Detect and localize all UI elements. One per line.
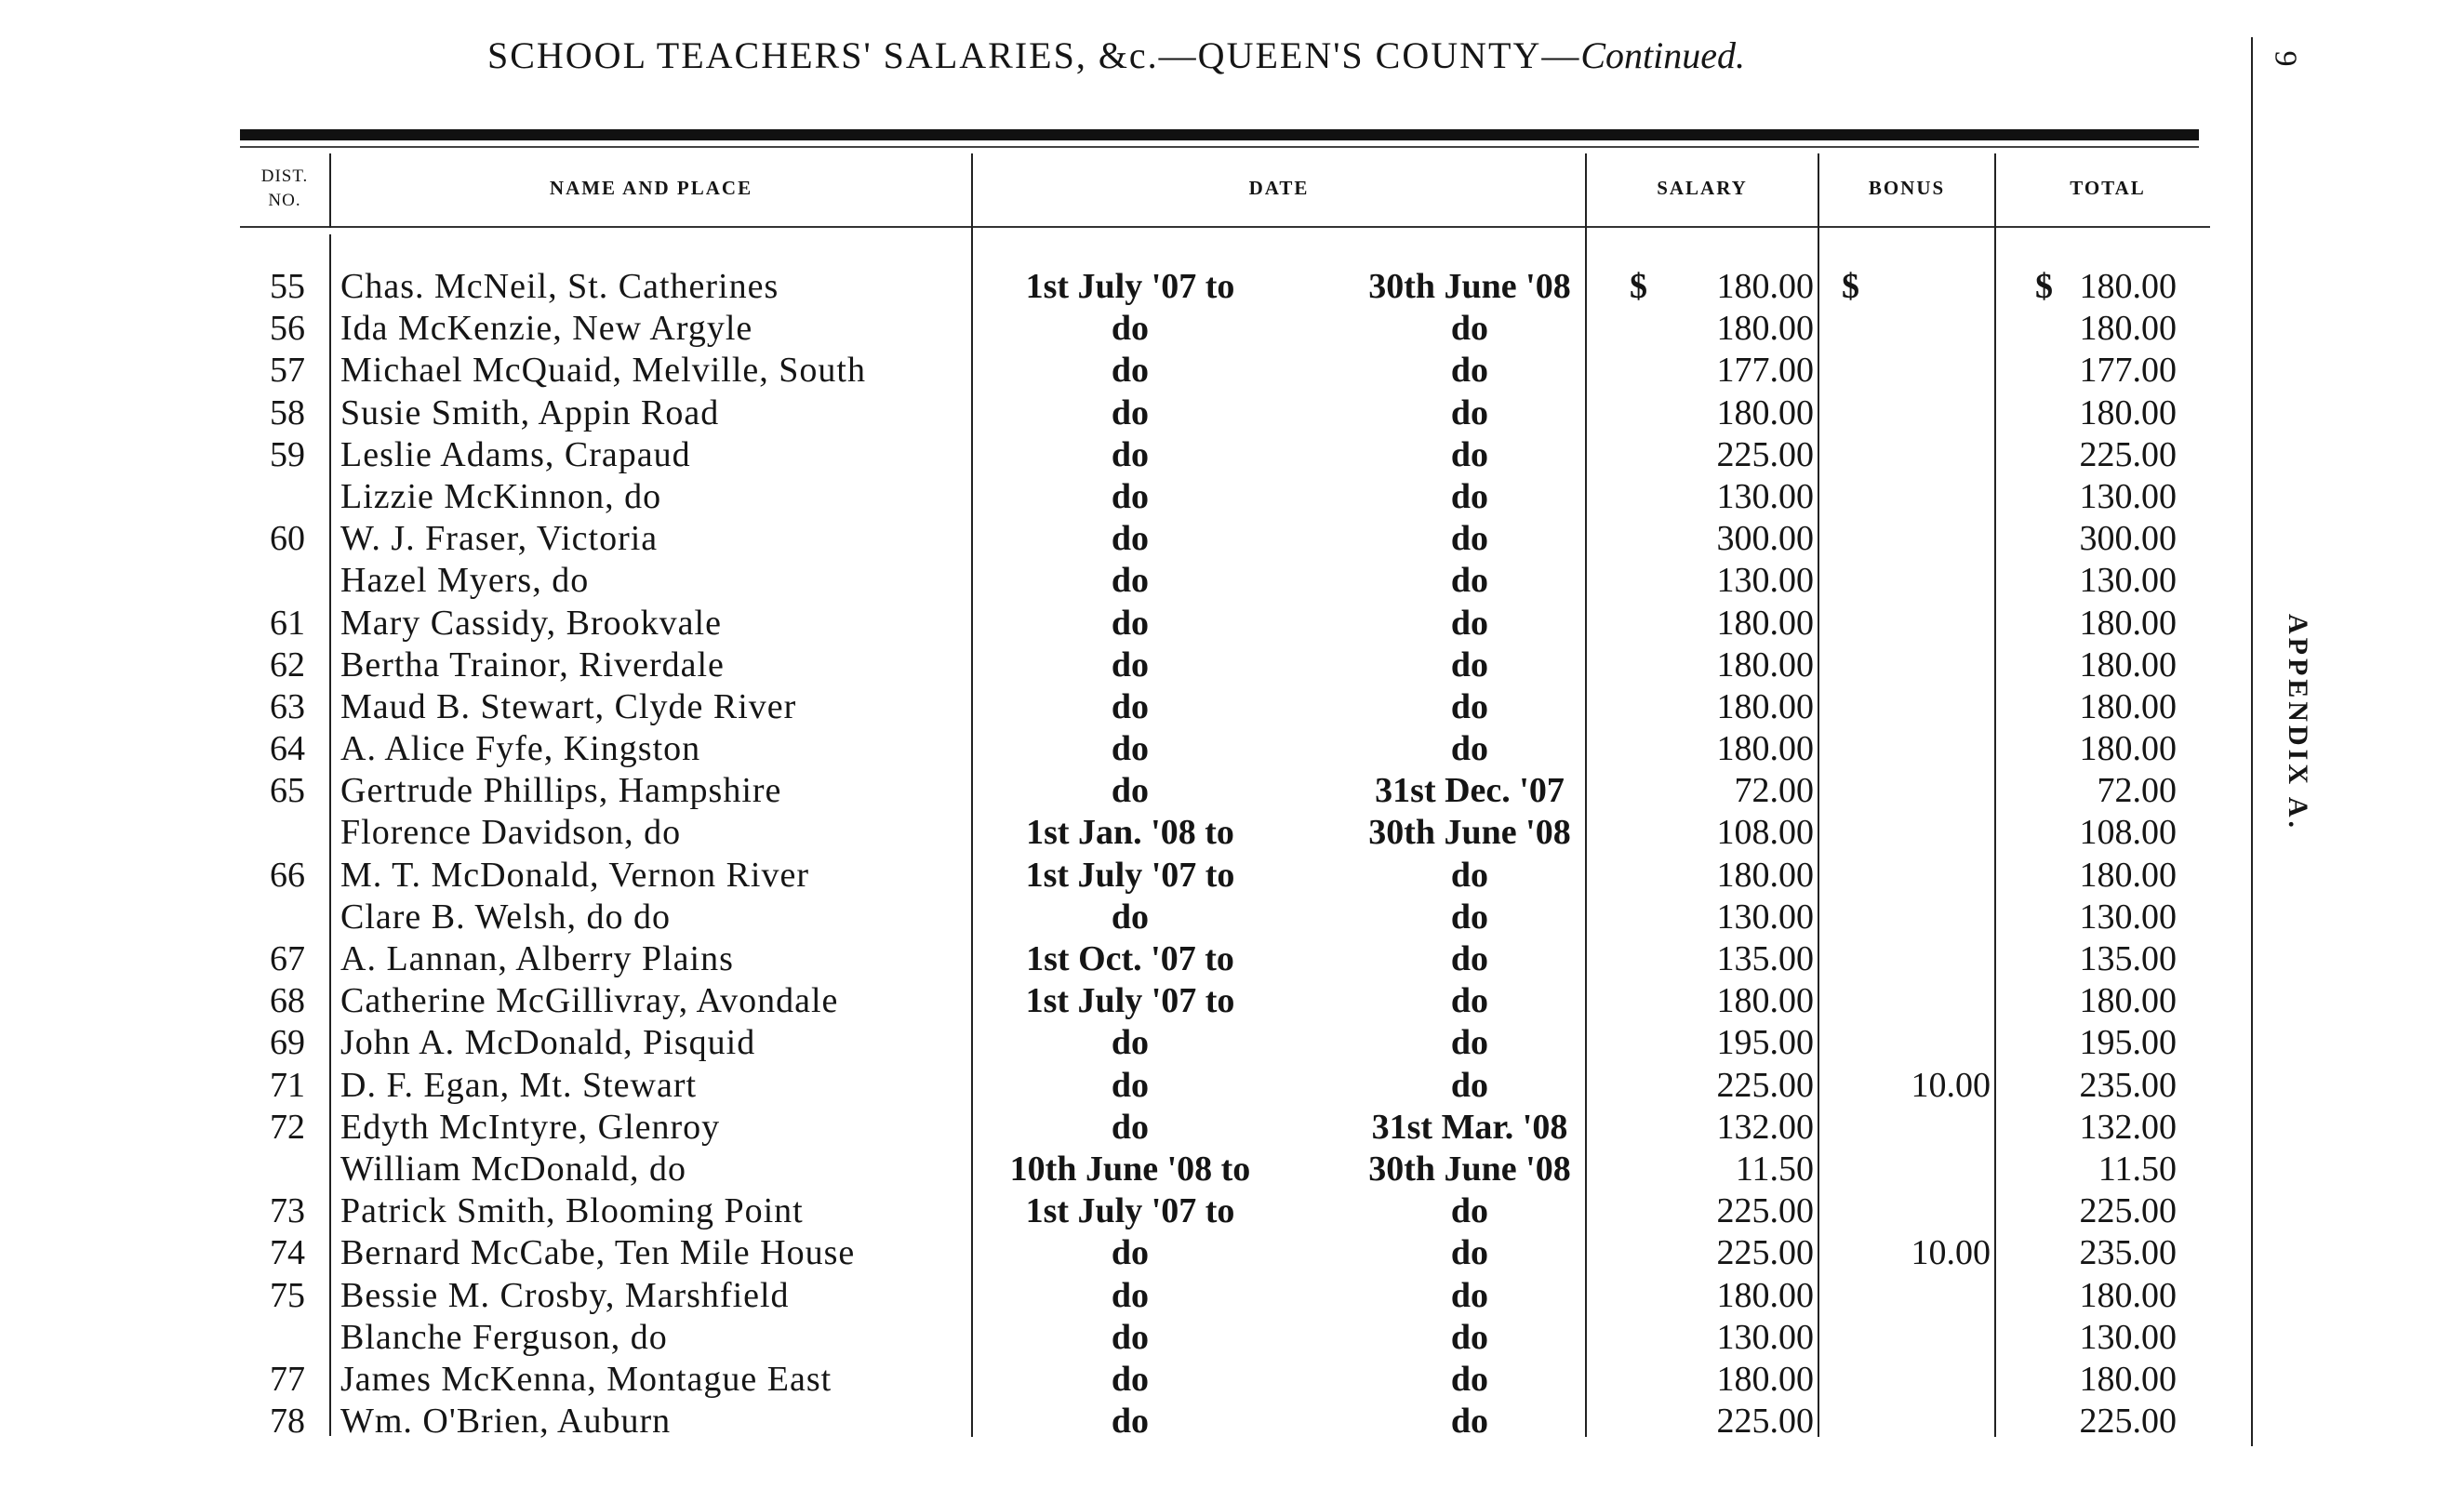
salary-amount: 132.00 <box>1716 1107 1814 1147</box>
salary-amount: 180.00 <box>1716 855 1814 895</box>
total-amount: 130.00 <box>2079 1317 2177 1357</box>
total-amount: 180.00 <box>2079 1359 2177 1399</box>
dist-number: 68 <box>270 981 305 1021</box>
table-row <box>0 812 2251 854</box>
dist-number: 60 <box>270 519 305 559</box>
date-from: do <box>1111 897 1150 937</box>
total-amount: 130.00 <box>2079 476 2177 516</box>
table-row <box>0 1149 2251 1190</box>
salary-amount: 180.00 <box>1716 267 1814 306</box>
date-from: do <box>1111 729 1150 769</box>
date-from: do <box>1111 309 1150 349</box>
total-amount: 235.00 <box>2079 1065 2177 1105</box>
date-from: 1st July '07 to <box>1025 267 1235 306</box>
dist-number: 75 <box>270 1275 305 1315</box>
salary-amount: 177.00 <box>1716 351 1814 391</box>
page-edge-rule <box>2251 37 2253 1446</box>
total-amount: 195.00 <box>2079 1023 2177 1063</box>
table-row <box>0 1317 2251 1359</box>
teacher-name-place: Lizzie McKinnon, do <box>340 476 662 516</box>
date-to: do <box>1450 519 1489 559</box>
dist-number: 78 <box>270 1402 305 1442</box>
table-row <box>0 434 2251 476</box>
date-to: do <box>1450 1402 1489 1442</box>
total-amount: 180.00 <box>2079 855 2177 895</box>
total-amount: 180.00 <box>2079 309 2177 349</box>
table-row <box>0 770 2251 812</box>
column-header-name: NAME AND PLACE <box>549 177 753 199</box>
teacher-name-place: Susie Smith, Appin Road <box>340 392 720 432</box>
salary-amount: 130.00 <box>1716 1317 1814 1357</box>
date-to: do <box>1450 392 1489 432</box>
teacher-name-place: Ida McKenzie, New Argyle <box>340 309 753 349</box>
dist-number: 64 <box>270 729 305 769</box>
salary-dollar-sign: $ <box>1630 267 1647 306</box>
table-row <box>0 1065 2251 1107</box>
teacher-name-place: W. J. Fraser, Victoria <box>340 519 659 559</box>
teacher-name-place: Blanche Ferguson, do <box>340 1317 668 1357</box>
date-from: do <box>1111 1359 1150 1399</box>
table-row <box>0 980 2251 1022</box>
teacher-name-place: Catherine McGillivray, Avondale <box>340 981 839 1021</box>
teacher-name-place: Mary Cassidy, Brookvale <box>340 603 722 643</box>
date-from: 1st Oct. '07 to <box>1026 939 1234 978</box>
salary-amount: 225.00 <box>1716 434 1814 474</box>
salary-amount: 225.00 <box>1716 1233 1814 1273</box>
total-amount: 180.00 <box>2079 729 2177 769</box>
teacher-name-place: A. Alice Fyfe, Kingston <box>340 729 701 769</box>
date-from: do <box>1111 561 1150 601</box>
column-header-dist <box>240 153 329 223</box>
table-row <box>0 728 2251 770</box>
date-to: do <box>1450 434 1489 474</box>
dist-number: 57 <box>270 351 305 391</box>
column-header-dist-line1: DIST. <box>260 166 309 186</box>
salary-amount: 130.00 <box>1716 561 1814 601</box>
total-amount: 225.00 <box>2079 1402 2177 1442</box>
teacher-name-place: Clare B. Welsh, do do <box>340 897 671 937</box>
table-row <box>0 350 2251 392</box>
date-from: 1st July '07 to <box>1025 1191 1235 1231</box>
date-to: do <box>1450 476 1489 516</box>
bonus-dollar-sign: $ <box>1842 267 1859 306</box>
date-from: do <box>1111 351 1150 391</box>
teacher-name-place: Hazel Myers, do <box>340 561 590 601</box>
salary-amount: 180.00 <box>1716 1359 1814 1399</box>
dist-number: 69 <box>270 1023 305 1063</box>
date-from: do <box>1111 686 1150 726</box>
total-amount: 177.00 <box>2079 351 2177 391</box>
total-amount: 180.00 <box>2079 267 2177 306</box>
date-to: 31st Mar. '08 <box>1371 1107 1568 1147</box>
date-to: do <box>1450 351 1489 391</box>
dist-number: 58 <box>270 392 305 432</box>
date-to: do <box>1450 1023 1489 1063</box>
dist-number: 66 <box>270 855 305 895</box>
date-to: do <box>1450 981 1489 1021</box>
table-row <box>0 1232 2251 1274</box>
page-title <box>0 33 2232 77</box>
dist-number: 71 <box>270 1065 305 1105</box>
date-from: do <box>1111 603 1150 643</box>
column-header-bonus: BONUS <box>1868 177 1946 199</box>
date-to: do <box>1450 897 1489 937</box>
date-to: 30th June '08 <box>1368 267 1571 306</box>
date-from: do <box>1111 519 1150 559</box>
salary-amount: 225.00 <box>1716 1065 1814 1105</box>
dist-number: 55 <box>270 267 305 306</box>
table-row <box>0 1107 2251 1149</box>
bonus-amount: 10.00 <box>1911 1065 1991 1105</box>
date-from: do <box>1111 1107 1150 1147</box>
salary-amount: 225.00 <box>1716 1191 1814 1231</box>
total-amount: 300.00 <box>2079 519 2177 559</box>
date-from: do <box>1111 392 1150 432</box>
table-row <box>0 603 2251 645</box>
dist-number: 73 <box>270 1191 305 1231</box>
salary-amount: 180.00 <box>1716 603 1814 643</box>
teacher-name-place: Gertrude Phillips, Hampshire <box>340 771 782 811</box>
table-row <box>0 392 2251 434</box>
date-to: do <box>1450 1359 1489 1399</box>
dist-number: 65 <box>270 771 305 811</box>
date-to: do <box>1450 855 1489 895</box>
teacher-name-place: Michael McQuaid, Melville, South <box>340 351 866 391</box>
salary-amount: 180.00 <box>1716 392 1814 432</box>
date-to: 30th June '08 <box>1368 813 1571 853</box>
teacher-name-place: Patrick Smith, Blooming Point <box>340 1191 804 1231</box>
teacher-name-place: James McKenna, Montague East <box>340 1359 832 1399</box>
salary-amount: 11.50 <box>1735 1149 1814 1189</box>
teacher-name-place: Bessie M. Crosby, Marshfield <box>340 1275 790 1315</box>
column-header-salary: SALARY <box>1657 177 1748 199</box>
date-from: do <box>1111 645 1150 685</box>
salary-amount: 180.00 <box>1716 729 1814 769</box>
teacher-name-place: Wm. O'Brien, Auburn <box>340 1402 672 1442</box>
total-amount: 225.00 <box>2079 1191 2177 1231</box>
dist-number: 72 <box>270 1107 305 1147</box>
salary-amount: 300.00 <box>1716 519 1814 559</box>
date-to: 31st Dec. '07 <box>1375 771 1565 811</box>
total-amount: 130.00 <box>2079 561 2177 601</box>
column-header-dist-line2: NO. <box>268 190 301 210</box>
salary-amount: 108.00 <box>1716 813 1814 853</box>
total-amount: 11.50 <box>2098 1149 2177 1189</box>
total-amount: 235.00 <box>2079 1233 2177 1273</box>
date-from: do <box>1111 1065 1150 1105</box>
total-amount: 180.00 <box>2079 981 2177 1021</box>
teacher-name-place: Florence Davidson, do <box>340 813 682 853</box>
table-row <box>0 266 2251 308</box>
date-from: do <box>1111 1402 1150 1442</box>
salary-table-body <box>0 266 2251 1442</box>
salary-amount: 195.00 <box>1716 1023 1814 1063</box>
teacher-name-place: William McDonald, do <box>340 1149 687 1189</box>
teacher-name-place: Chas. McNeil, St. Catherines <box>340 267 779 306</box>
salary-amount: 180.00 <box>1716 981 1814 1021</box>
table-row <box>0 645 2251 686</box>
date-to: do <box>1450 1233 1489 1273</box>
date-from: 1st July '07 to <box>1025 981 1235 1021</box>
teacher-name-place: John A. McDonald, Pisquid <box>340 1023 756 1063</box>
table-row <box>0 518 2251 560</box>
salary-amount: 72.00 <box>1734 771 1814 811</box>
total-amount: 108.00 <box>2079 813 2177 853</box>
page-title-continued: Continued. <box>1580 34 1745 76</box>
salary-amount: 225.00 <box>1716 1402 1814 1442</box>
dist-number: 61 <box>270 603 305 643</box>
table-row <box>0 855 2251 897</box>
table-row <box>0 308 2251 350</box>
appendix-label-text: APPENDIX A. <box>2283 613 2313 831</box>
date-from: do <box>1111 1233 1150 1273</box>
total-dollar-sign: $ <box>2035 267 2053 306</box>
table-header-rule <box>240 226 2210 228</box>
salary-amount: 130.00 <box>1716 476 1814 516</box>
total-amount: 180.00 <box>2079 1275 2177 1315</box>
date-to: do <box>1450 1317 1489 1357</box>
teacher-name-place: M. T. McDonald, Vernon River <box>340 855 810 895</box>
total-amount: 135.00 <box>2079 939 2177 978</box>
date-from: do <box>1111 1317 1150 1357</box>
dist-number: 67 <box>270 939 305 978</box>
date-to: 30th June '08 <box>1368 1149 1571 1189</box>
total-amount: 130.00 <box>2079 897 2177 937</box>
salary-amount: 135.00 <box>1716 939 1814 978</box>
table-row <box>0 1359 2251 1401</box>
dist-number: 74 <box>270 1233 305 1273</box>
dist-number: 59 <box>270 434 305 474</box>
teacher-name-place: D. F. Egan, Mt. Stewart <box>340 1065 698 1105</box>
date-to: do <box>1450 1065 1489 1105</box>
bonus-amount: 10.00 <box>1911 1233 1991 1273</box>
page-number: 9 <box>2268 50 2303 67</box>
table-row <box>0 897 2251 938</box>
teacher-name-place: Bernard McCabe, Ten Mile House <box>340 1233 856 1273</box>
table-row <box>0 686 2251 728</box>
table-row <box>0 1275 2251 1317</box>
date-from: 1st July '07 to <box>1025 855 1235 895</box>
salary-amount: 180.00 <box>1716 645 1814 685</box>
date-to: do <box>1450 603 1489 643</box>
table-row <box>0 1022 2251 1064</box>
date-from: do <box>1111 434 1150 474</box>
table-top-thin-rule <box>240 146 2199 148</box>
date-from: do <box>1111 476 1150 516</box>
total-amount: 180.00 <box>2079 392 2177 432</box>
salary-amount: 130.00 <box>1716 897 1814 937</box>
page-title-main: SCHOOL TEACHERS' SALARIES, &c.—QUEEN'S COUNTY— <box>486 34 1581 76</box>
teacher-name-place: Edyth McIntyre, Glenroy <box>340 1107 721 1147</box>
date-to: do <box>1450 939 1489 978</box>
total-amount: 72.00 <box>2097 771 2177 811</box>
teacher-name-place: Maud B. Stewart, Clyde River <box>340 686 797 726</box>
date-from: do <box>1111 771 1150 811</box>
date-to: do <box>1450 645 1489 685</box>
dist-number: 62 <box>270 645 305 685</box>
date-to: do <box>1450 1191 1489 1231</box>
date-to: do <box>1450 686 1489 726</box>
dist-number: 77 <box>270 1359 305 1399</box>
total-amount: 180.00 <box>2079 686 2177 726</box>
table-row <box>0 938 2251 980</box>
date-to: do <box>1450 309 1489 349</box>
table-row <box>0 1190 2251 1232</box>
date-from: do <box>1111 1023 1150 1063</box>
date-from: 10th June '08 to <box>1009 1149 1251 1189</box>
salary-amount: 180.00 <box>1716 309 1814 349</box>
total-amount: 225.00 <box>2079 434 2177 474</box>
date-to: do <box>1450 1275 1489 1315</box>
table-row <box>0 1401 2251 1442</box>
date-from: do <box>1111 1275 1150 1315</box>
date-from: 1st Jan. '08 to <box>1026 813 1234 853</box>
salary-amount: 180.00 <box>1716 1275 1814 1315</box>
total-amount: 132.00 <box>2079 1107 2177 1147</box>
dist-number: 63 <box>270 686 305 726</box>
total-amount: 180.00 <box>2079 645 2177 685</box>
total-amount: 180.00 <box>2079 603 2177 643</box>
column-header-total: TOTAL <box>2070 177 2146 199</box>
table-row <box>0 560 2251 602</box>
table-top-thick-rule <box>240 129 2199 140</box>
table-row <box>0 476 2251 518</box>
date-to: do <box>1450 561 1489 601</box>
dist-number: 56 <box>270 309 305 349</box>
column-header-date: DATE <box>1248 177 1310 199</box>
date-to: do <box>1450 729 1489 769</box>
teacher-name-place: Leslie Adams, Crapaud <box>340 434 691 474</box>
teacher-name-place: Bertha Trainor, Riverdale <box>340 645 725 685</box>
salary-amount: 180.00 <box>1716 686 1814 726</box>
teacher-name-place: A. Lannan, Alberry Plains <box>340 939 734 978</box>
